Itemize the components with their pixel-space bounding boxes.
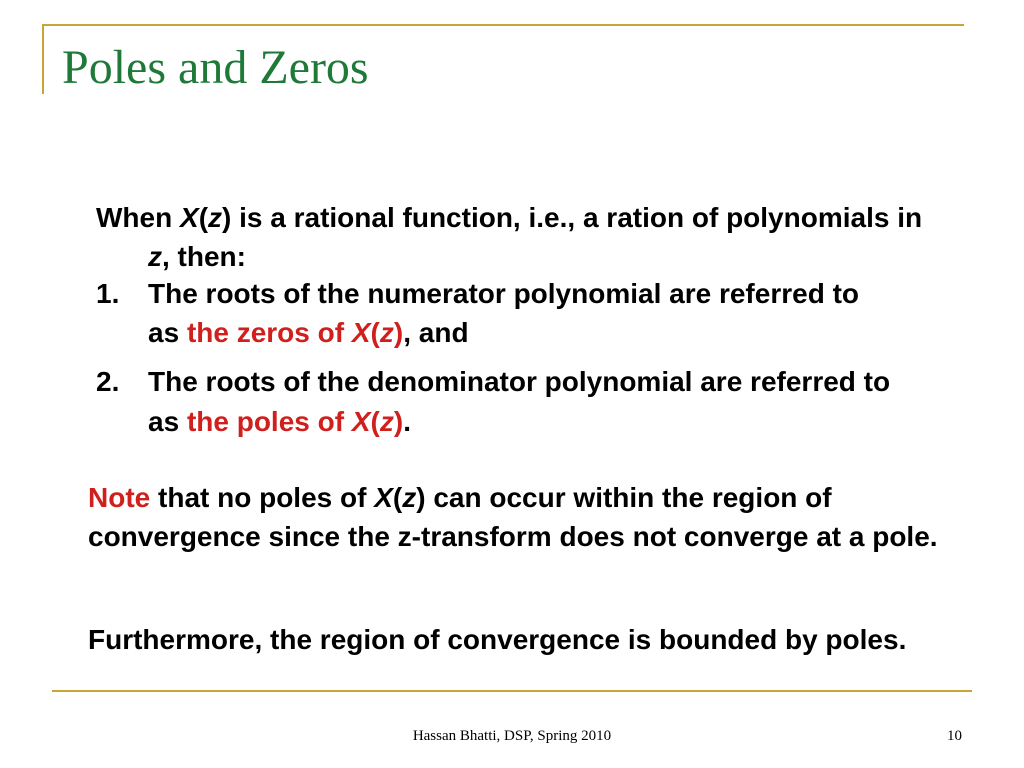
note-label: Note	[88, 482, 151, 513]
item-highlight: the zeros of	[186, 317, 352, 349]
slide-footer: Hassan Bhatti, DSP, Spring 2010	[412, 728, 612, 744]
item-paren-close: )	[393, 317, 404, 349]
furthermore-paragraph: Furthermore, the region of convergence is bounded by poles.	[88, 624, 907, 655]
intro-text-3: , then:	[162, 241, 246, 273]
intro-paragraph	[96, 198, 948, 276]
item-z: z	[379, 317, 394, 349]
note-text-2: can occur within the region of convergence since the z-transform does not converge at a pole.	[88, 482, 938, 553]
intro-paren-close: )	[222, 202, 232, 233]
item-paren-close: )	[393, 405, 404, 437]
item-paren-open: (	[370, 405, 380, 437]
note-paren-close: )	[416, 482, 426, 513]
list-number: 1.	[96, 278, 120, 309]
note-X: X	[374, 482, 393, 513]
intro-text-1: When	[96, 202, 180, 233]
list-item-poles	[96, 362, 896, 440]
note-paragraph	[88, 478, 968, 556]
frame-bottom-line	[52, 690, 972, 692]
list-item-zeros	[96, 274, 896, 352]
item-X: X	[351, 405, 371, 437]
note-paren-open: (	[392, 482, 403, 513]
slide-title: Poles and Zeros	[62, 41, 369, 94]
intro-X: X	[180, 202, 199, 233]
item-highlight: the poles of	[186, 405, 352, 437]
item-text: The roots of the denominator polynomial are referred to as	[148, 366, 891, 437]
intro-z: z	[208, 202, 223, 233]
intro-paren-open: (	[198, 202, 209, 233]
item-z: z	[379, 405, 394, 437]
frame-top-line	[42, 24, 964, 26]
item-tail: .	[403, 405, 411, 437]
intro-text-2: is a rational function, i.e., a ration of polynomials in	[231, 202, 923, 233]
note-z: z	[402, 482, 417, 513]
item-tail: , and	[403, 317, 469, 349]
intro-z-2: z	[148, 241, 162, 273]
item-paren-open: (	[370, 317, 380, 349]
item-X: X	[351, 317, 371, 349]
frame-left-line	[42, 24, 44, 94]
list-number: 2.	[96, 366, 120, 398]
roots-list	[96, 274, 896, 451]
item-text: The roots of the numerator polynomial are referred to as	[148, 278, 860, 349]
note-text-1: that no poles of	[150, 482, 375, 513]
page-number: 10	[947, 728, 962, 744]
